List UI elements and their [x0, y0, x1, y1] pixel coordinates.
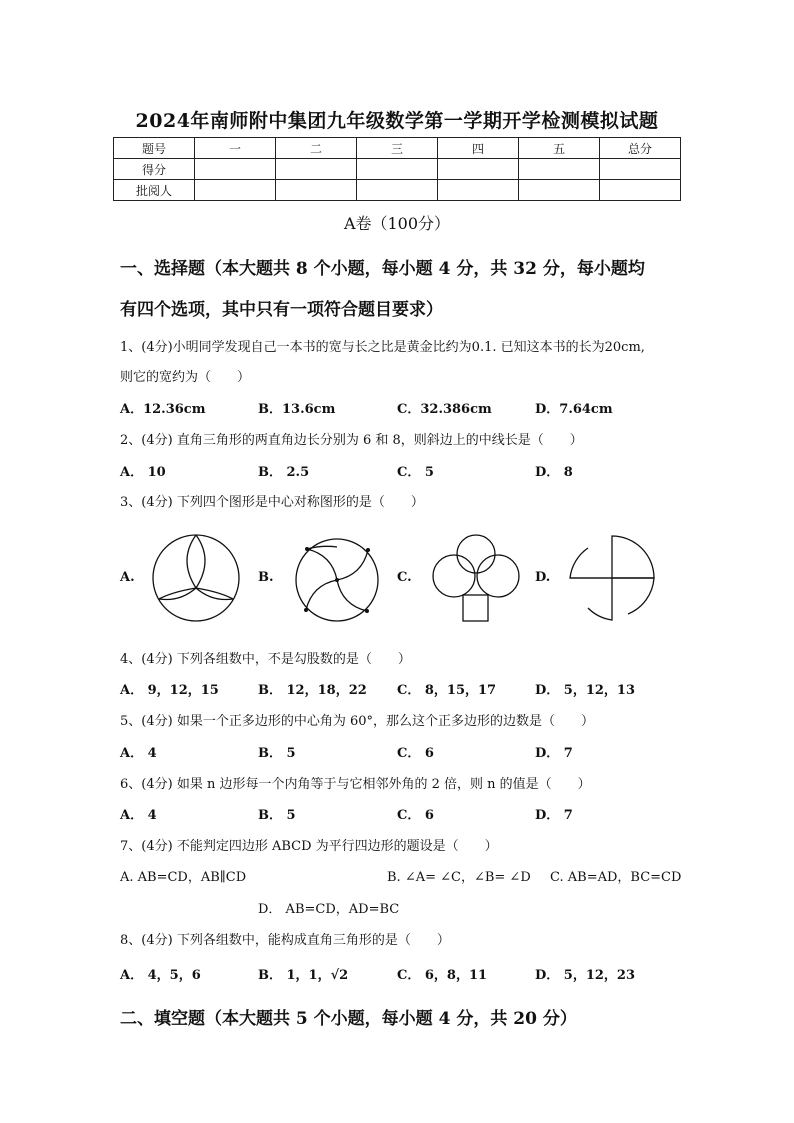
- question-5-option-a[interactable]: A． 4: [120, 746, 157, 761]
- score-header-cell: 五: [519, 138, 600, 159]
- score-header-cell: 题号: [114, 138, 195, 159]
- score-cell[interactable]: [600, 180, 681, 201]
- score-table: [113, 137, 681, 201]
- score-cell[interactable]: [519, 159, 600, 180]
- exam-title: 2024年南师附中集团九年级数学第一学期开学检测模拟试题: [135, 110, 659, 132]
- question-3-option-a[interactable]: A.: [120, 570, 135, 585]
- question-6-option-b[interactable]: B． 5: [258, 808, 296, 823]
- score-cell[interactable]: [438, 180, 519, 201]
- question-1-stem-line2: 则它的宽约为（ ）: [120, 370, 251, 385]
- question-8-option-c[interactable]: C． 6，8，11: [397, 968, 488, 983]
- question-7-option-a[interactable]: A. AB=CD，AB∥CD: [120, 870, 247, 885]
- score-cell[interactable]: [195, 159, 276, 180]
- question-7-option-c[interactable]: C. AB=AD，BC=CD: [550, 870, 682, 885]
- score-table-row: [114, 159, 681, 180]
- question-5-stem: 5、(4分) 如果一个正多边形的中心角为 60°，那么这个正多边形的边数是（ ）: [120, 714, 594, 729]
- question-7-option-b[interactable]: B. ∠A= ∠C，∠B= ∠D: [387, 870, 531, 885]
- section1-heading-line1: 一、选择题（本大题共 8 个小题，每小题 4 分，共 32 分，每小题均: [120, 259, 645, 279]
- question-1-option-b[interactable]: B．13.6cm: [258, 402, 336, 417]
- question-2-stem: 2、(4分) 直角三角形的两直角边长分别为 6 和 8，则斜边上的中线长是（ ）: [120, 433, 583, 448]
- score-cell[interactable]: [195, 180, 276, 201]
- score-header-cell: 二: [276, 138, 357, 159]
- question-8-option-d[interactable]: D． 5，12，23: [535, 968, 636, 983]
- score-header-cell: 总分: [600, 138, 681, 159]
- score-header-cell: 四: [438, 138, 519, 159]
- question-1-option-d[interactable]: D．7.64cm: [535, 402, 613, 417]
- question-3-option-d[interactable]: D.: [535, 570, 551, 585]
- section2-heading: 二、填空题（本大题共 5 个小题，每小题 4 分，共 20 分）: [120, 1009, 577, 1029]
- question-4-option-d[interactable]: D． 5，12，13: [535, 683, 636, 698]
- circle-pinwheel-arcs-icon: [292, 535, 382, 625]
- section1-heading-line2: 有四个选项，其中只有一项符合题目要求）: [120, 300, 443, 320]
- score-table-header-row: [114, 138, 681, 159]
- three-circles-square-icon: [430, 532, 522, 624]
- score-header-cell: 一: [195, 138, 276, 159]
- score-cell[interactable]: [276, 180, 357, 201]
- score-cell[interactable]: [276, 159, 357, 180]
- question-7-option-d[interactable]: D． AB=CD，AD=BC: [258, 902, 400, 917]
- question-4-option-a[interactable]: A． 9，12，15: [120, 683, 219, 698]
- section-a-subtitle: A卷（100分）: [343, 214, 451, 233]
- question-6-option-d[interactable]: D． 7: [535, 808, 573, 823]
- question-5-option-b[interactable]: B． 5: [258, 746, 296, 761]
- question-5-option-c[interactable]: C． 6: [397, 746, 434, 761]
- question-8-option-a[interactable]: A． 4，5，6: [120, 968, 201, 983]
- question-2-option-d[interactable]: D． 8: [535, 465, 573, 480]
- score-row-label: 得分: [114, 159, 195, 180]
- question-3-stem: 3、(4分) 下列四个图形是中心对称图形的是（ ）: [120, 495, 424, 510]
- circle-three-arcs-icon: [150, 532, 242, 624]
- question-4-stem: 4、(4分) 下列各组数中，不是勾股数的是（ ）: [120, 652, 411, 667]
- question-5-option-d[interactable]: D． 7: [535, 746, 573, 761]
- question-1-stem-line1: 1、(4分)小明同学发现自己一本书的宽与长之比是黄金比约为0.1. 已知这本书的长为20cm,: [120, 340, 645, 355]
- question-1-option-c[interactable]: C．32.386cm: [397, 402, 492, 417]
- question-2-option-b[interactable]: B． 2.5: [258, 465, 310, 480]
- score-cell[interactable]: [600, 159, 681, 180]
- question-6-option-c[interactable]: C． 6: [397, 808, 434, 823]
- question-6-option-a[interactable]: A． 4: [120, 808, 157, 823]
- score-row-label: 批阅人: [114, 180, 195, 201]
- quarter-circle-pinwheel-icon: [568, 534, 656, 622]
- question-7-stem: 7、(4分) 不能判定四边形 ABCD 为平行四边形的题设是（ ）: [120, 839, 498, 854]
- score-cell[interactable]: [438, 159, 519, 180]
- question-8-stem: 8、(4分) 下列各组数中，能构成直角三角形的是（ ）: [120, 933, 450, 948]
- score-table-row: [114, 180, 681, 201]
- question-8-option-b[interactable]: B． 1，1，√2: [258, 968, 349, 983]
- question-2-option-a[interactable]: A． 10: [120, 465, 166, 480]
- score-header-cell: 三: [357, 138, 438, 159]
- question-3-option-c[interactable]: C.: [397, 570, 412, 585]
- question-2-option-c[interactable]: C． 5: [397, 465, 434, 480]
- score-cell[interactable]: [519, 180, 600, 201]
- question-3-option-b[interactable]: B.: [258, 570, 274, 585]
- question-1-option-a[interactable]: A．12.36cm: [120, 402, 206, 417]
- question-4-option-b[interactable]: B． 12，18，22: [258, 683, 367, 698]
- question-6-stem: 6、(4分) 如果 n 边形每一个内角等于与它相邻外角的 2 倍，则 n 的值是（ ）: [120, 777, 591, 792]
- score-cell[interactable]: [357, 159, 438, 180]
- score-cell[interactable]: [357, 180, 438, 201]
- question-4-option-c[interactable]: C． 8，15，17: [397, 683, 497, 698]
